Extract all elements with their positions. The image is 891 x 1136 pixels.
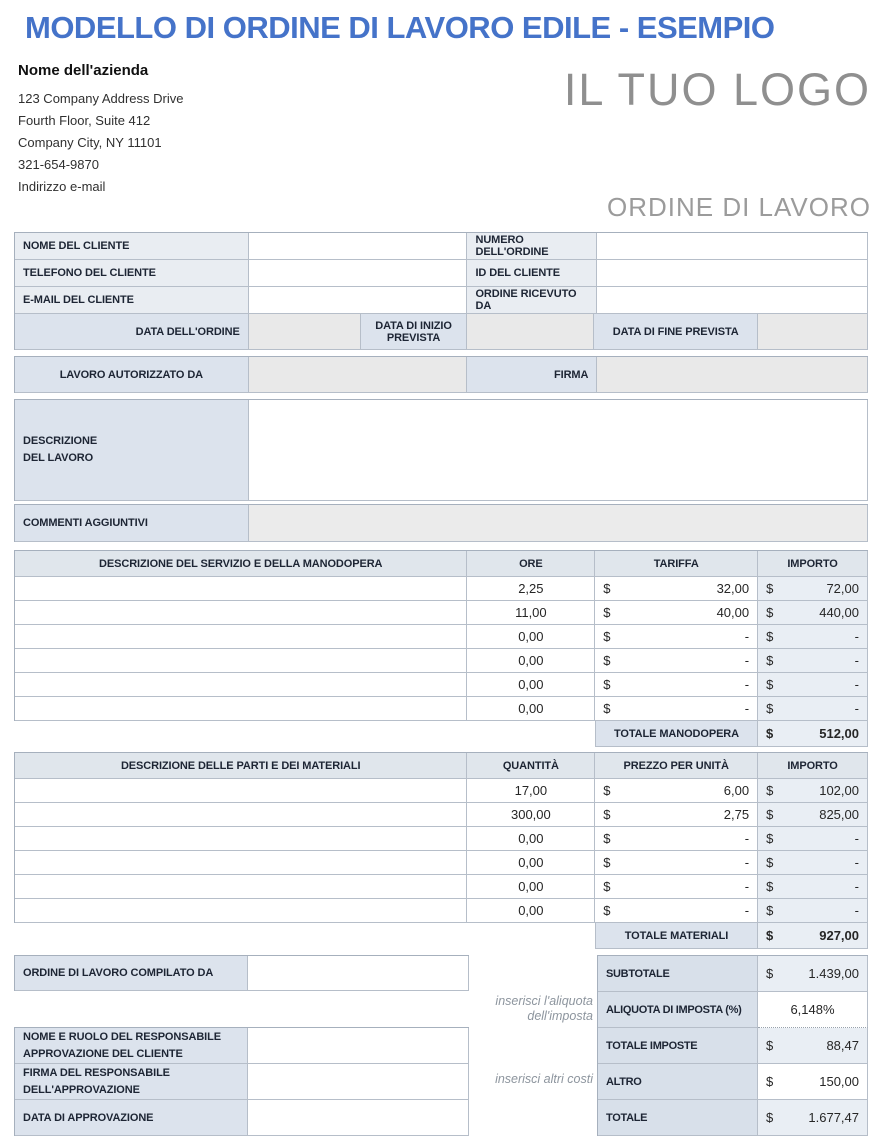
- other-label: ALTRO: [598, 1064, 758, 1100]
- materials-qty-cell[interactable]: 0,00: [467, 851, 595, 875]
- labor-header-row: [15, 551, 868, 577]
- labor-rate-cell[interactable]: [595, 697, 758, 721]
- order-info-row: [15, 287, 868, 314]
- materials-amount-cell: [758, 827, 868, 851]
- currency-symbol: $: [603, 629, 611, 644]
- approval-date-label: DATA DI APPROVAZIONE: [15, 1100, 248, 1136]
- materials-description-cell[interactable]: [15, 899, 467, 923]
- materials-row: [15, 875, 868, 899]
- materials-amount-value: -: [854, 879, 859, 894]
- labor-amount-value: -: [854, 653, 859, 668]
- materials-qty-cell[interactable]: 0,00: [467, 899, 595, 923]
- labor-amount-cell: [758, 577, 868, 601]
- approver-signature-label-line1: FIRMA DEL RESPONSABILE: [23, 1066, 170, 1079]
- client-email-input[interactable]: [249, 287, 468, 314]
- materials-amount-value: -: [854, 855, 859, 870]
- materials-unit-price-value: -: [744, 855, 750, 870]
- currency-symbol: $: [603, 783, 611, 798]
- other-row: [598, 1064, 868, 1100]
- materials-description-cell[interactable]: [15, 851, 467, 875]
- subtotal-label: SUBTOTALE: [598, 956, 758, 992]
- compiled-by-table: [14, 955, 469, 991]
- materials-amount-value: -: [854, 903, 859, 918]
- labor-rate-cell[interactable]: [595, 673, 758, 697]
- client-phone-input[interactable]: [249, 260, 468, 287]
- tax-rate-row: [598, 992, 868, 1028]
- order-number-label: NUMERO DELL'ORDINE: [467, 233, 597, 260]
- materials-description-cell[interactable]: [15, 827, 467, 851]
- labor-amount-cell: [758, 625, 868, 649]
- work-description-label: [15, 400, 249, 501]
- signature-label: FIRMA: [467, 357, 597, 393]
- materials-unit-price-value: -: [744, 903, 750, 918]
- currency-symbol: $: [766, 783, 774, 798]
- labor-row: [15, 697, 868, 721]
- materials-qty-cell[interactable]: 17,00: [467, 779, 595, 803]
- other-cell[interactable]: [758, 1064, 868, 1100]
- labor-table: [14, 550, 868, 747]
- materials-total-cell: [758, 923, 868, 949]
- labor-total-cell: [758, 721, 868, 747]
- company-phone: 321-654-9870: [18, 157, 99, 172]
- tax-rate-note-line1: inserisci l'aliquota: [495, 994, 593, 1008]
- approver-name-row: [15, 1028, 469, 1064]
- page-title: MODELLO DI ORDINE DI LAVORO EDILE - ESEMPIO: [25, 10, 775, 45]
- materials-amount-cell: [758, 803, 868, 827]
- labor-amount-cell: [758, 697, 868, 721]
- tax-total-cell: [758, 1028, 868, 1064]
- labor-rate-value: 32,00: [716, 581, 750, 596]
- labor-hours-cell[interactable]: 2,25: [467, 577, 595, 601]
- labor-row: [15, 577, 868, 601]
- labor-description-cell[interactable]: [15, 673, 467, 697]
- labor-description-cell[interactable]: [15, 625, 467, 649]
- currency-symbol: $: [766, 966, 774, 981]
- labor-hours-header: ORE: [467, 551, 595, 577]
- page-header: [0, 0, 891, 228]
- currency-symbol: $: [603, 855, 611, 870]
- labor-amount-value: -: [854, 677, 859, 692]
- materials-total-value: 927,00: [819, 928, 859, 943]
- materials-amount-cell: [758, 779, 868, 803]
- materials-qty-cell[interactable]: 0,00: [467, 875, 595, 899]
- approver-name-input[interactable]: [248, 1028, 469, 1064]
- labor-rate-value: 40,00: [716, 605, 750, 620]
- materials-qty-cell[interactable]: 0,00: [467, 827, 595, 851]
- client-email-label: E-MAIL DEL CLIENTE: [15, 287, 249, 314]
- currency-symbol: $: [603, 677, 611, 692]
- approver-signature-label: [15, 1064, 248, 1100]
- authorized-by-label: LAVORO AUTORIZZATO DA: [15, 357, 249, 393]
- labor-description-cell[interactable]: [15, 601, 467, 625]
- subtotal-value: 1.439,00: [808, 966, 859, 981]
- tax-rate-note: [495, 994, 593, 1024]
- currency-symbol: $: [766, 1074, 774, 1089]
- materials-row: [15, 827, 868, 851]
- authorized-by-input[interactable]: [249, 357, 468, 393]
- totals-table: [597, 955, 868, 1136]
- tax-rate-cell[interactable]: 6,148%: [758, 992, 868, 1028]
- work-description-table: [14, 399, 868, 501]
- other-value: 150,00: [819, 1074, 859, 1089]
- materials-unit-price-value: 6,00: [723, 783, 750, 798]
- labor-description-cell[interactable]: [15, 697, 467, 721]
- company-address-line3: Company City, NY 11101: [18, 135, 162, 150]
- labor-row: [15, 649, 868, 673]
- currency-symbol: $: [603, 605, 611, 620]
- approval-table: [14, 1027, 469, 1136]
- order-received-by-label: ORDINE RICEVUTO DA: [467, 287, 597, 314]
- work-description-input[interactable]: [249, 400, 868, 501]
- company-address-line1: 123 Company Address Drive: [18, 91, 184, 106]
- labor-rate-cell[interactable]: [595, 601, 758, 625]
- currency-symbol: $: [766, 928, 774, 943]
- company-name: Nome dell'azienda: [18, 62, 149, 79]
- labor-amount-cell: [758, 601, 868, 625]
- currency-symbol: $: [766, 677, 774, 692]
- order-number-input[interactable]: [597, 233, 868, 260]
- order-date-label: DATA DELL'ORDINE: [15, 314, 249, 350]
- labor-description-cell[interactable]: [15, 577, 467, 601]
- order-date-input[interactable]: [249, 314, 361, 350]
- currency-symbol: $: [766, 879, 774, 894]
- currency-symbol: $: [766, 629, 774, 644]
- totals-section: [597, 955, 868, 1136]
- order-info-row: [15, 260, 868, 287]
- currency-symbol: $: [603, 831, 611, 846]
- currency-symbol: $: [766, 1038, 774, 1053]
- currency-symbol: $: [603, 903, 611, 918]
- approval-date-row: [15, 1100, 469, 1136]
- tax-rate-label: ALIQUOTA DI IMPOSTA (%): [598, 992, 758, 1028]
- labor-amount-value: 440,00: [819, 605, 859, 620]
- grand-total-label: TOTALE: [598, 1100, 758, 1136]
- compiled-by-input[interactable]: [248, 956, 469, 991]
- labor-hours-cell[interactable]: 0,00: [467, 697, 595, 721]
- labor-row: [15, 625, 868, 649]
- labor-row: [15, 673, 868, 697]
- comments-label: COMMENTI AGGIUNTIVI: [15, 505, 249, 542]
- labor-total-value: 512,00: [819, 726, 859, 741]
- materials-amount-header: IMPORTO: [758, 753, 868, 779]
- tax-total-label: TOTALE IMPOSTE: [598, 1028, 758, 1064]
- start-date-label: DATA DI INIZIO PREVISTA: [361, 314, 468, 350]
- currency-symbol: $: [603, 879, 611, 894]
- order-received-by-input[interactable]: [597, 287, 868, 314]
- work-description-label-line2: DEL LAVORO: [23, 452, 94, 464]
- labor-amount-header: IMPORTO: [758, 551, 868, 577]
- currency-symbol: $: [766, 807, 774, 822]
- bottom-section: [14, 955, 868, 1136]
- materials-total-spacer: [14, 923, 595, 949]
- approval-section: [14, 955, 469, 1136]
- materials-total-row: [14, 923, 868, 949]
- company-email-label: Indirizzo e-mail: [18, 179, 106, 194]
- approver-name-label-line1: NOME E RUOLO DEL RESPONSABILE: [23, 1030, 221, 1043]
- labor-amount-cell: [758, 673, 868, 697]
- approval-date-input[interactable]: [248, 1100, 469, 1136]
- subtotal-cell: [758, 956, 868, 992]
- labor-rate-value: -: [744, 677, 750, 692]
- order-info-table: [14, 232, 868, 350]
- materials-unit-price-cell[interactable]: [595, 803, 758, 827]
- materials-row: [15, 779, 868, 803]
- approver-name-label-line2: APPROVAZIONE DEL CLIENTE: [23, 1047, 183, 1060]
- authorization-row: [15, 357, 868, 393]
- materials-row: [15, 803, 868, 827]
- labor-hours-cell[interactable]: 0,00: [467, 625, 595, 649]
- materials-amount-cell: [758, 875, 868, 899]
- labor-hours-cell[interactable]: 11,00: [467, 601, 595, 625]
- materials-qty-header: QUANTITÀ: [467, 753, 595, 779]
- end-date-label: DATA DI FINE PREVISTA: [594, 314, 758, 350]
- currency-symbol: $: [766, 581, 774, 596]
- currency-symbol: $: [603, 653, 611, 668]
- labor-row: [15, 601, 868, 625]
- currency-symbol: $: [766, 653, 774, 668]
- currency-symbol: $: [766, 831, 774, 846]
- labor-total-row: [14, 721, 868, 747]
- materials-unit-price-cell[interactable]: [595, 827, 758, 851]
- materials-amount-value: 825,00: [819, 807, 859, 822]
- labor-rate-cell[interactable]: [595, 577, 758, 601]
- order-dates-row: [15, 314, 868, 350]
- materials-unit-price-value: -: [744, 879, 750, 894]
- currency-symbol: $: [766, 605, 774, 620]
- grand-total-row: [598, 1100, 868, 1136]
- labor-rate-value: -: [744, 629, 750, 644]
- compiled-by-row: [15, 956, 469, 991]
- materials-row: [15, 899, 868, 923]
- labor-total-label: TOTALE MANODOPERA: [595, 721, 758, 747]
- currency-symbol: $: [766, 726, 774, 741]
- materials-unit-price-cell[interactable]: [595, 779, 758, 803]
- currency-symbol: $: [766, 903, 774, 918]
- labor-rate-value: -: [744, 653, 750, 668]
- labor-hours-cell[interactable]: 0,00: [467, 649, 595, 673]
- approver-signature-label-line2: DELL'APPROVAZIONE: [23, 1083, 140, 1096]
- form-content: [14, 232, 868, 1136]
- labor-amount-cell: [758, 649, 868, 673]
- labor-total-spacer: [14, 721, 595, 747]
- materials-amount-value: -: [854, 831, 859, 846]
- signature-input[interactable]: [597, 357, 868, 393]
- authorization-table: [14, 356, 868, 393]
- currency-symbol: $: [766, 701, 774, 716]
- company-address-line2: Fourth Floor, Suite 412: [18, 113, 151, 128]
- materials-description-header: DESCRIZIONE DELLE PARTI E DEI MATERIALI: [15, 753, 467, 779]
- client-name-label: NOME DEL CLIENTE: [15, 233, 249, 260]
- labor-amount-value: -: [854, 701, 859, 716]
- materials-amount-cell: [758, 851, 868, 875]
- labor-rate-cell[interactable]: [595, 625, 758, 649]
- materials-amount-cell: [758, 899, 868, 923]
- comments-table: [14, 504, 868, 542]
- labor-description-cell[interactable]: [15, 649, 467, 673]
- labor-amount-value: 72,00: [826, 581, 859, 596]
- materials-row: [15, 851, 868, 875]
- totals-notes: [469, 955, 597, 1135]
- approval-spacer: [14, 991, 469, 1027]
- labor-rate-cell[interactable]: [595, 649, 758, 673]
- materials-unit-price-cell[interactable]: [595, 875, 758, 899]
- materials-unit-price-cell[interactable]: [595, 899, 758, 923]
- subtotal-row: [598, 956, 868, 992]
- approver-signature-input[interactable]: [248, 1064, 469, 1100]
- client-id-label: ID DEL CLIENTE: [467, 260, 597, 287]
- materials-unit-price-value: 2,75: [723, 807, 750, 822]
- labor-rate-value: -: [744, 701, 750, 716]
- labor-rate-header: TARIFFA: [595, 551, 758, 577]
- work-description-label-line1: DESCRIZIONE: [23, 435, 98, 447]
- materials-header-row: [15, 753, 868, 779]
- order-info-row: [15, 233, 868, 260]
- start-date-input[interactable]: [467, 314, 594, 350]
- materials-table: [14, 752, 868, 949]
- document-title: ORDINE DI LAVORO: [606, 192, 871, 222]
- approver-signature-row: [15, 1064, 469, 1100]
- currency-symbol: $: [603, 701, 611, 716]
- materials-total-label: TOTALE MATERIALI: [595, 923, 758, 949]
- client-name-input[interactable]: [249, 233, 468, 260]
- tax-total-row: [598, 1028, 868, 1064]
- work-description-row: [15, 400, 868, 501]
- logo-placeholder: IL TUO LOGO: [563, 64, 871, 115]
- materials-description-cell[interactable]: [15, 779, 467, 803]
- company-info: [18, 62, 183, 198]
- comments-row: [15, 505, 868, 542]
- materials-unit-price-value: -: [744, 831, 750, 846]
- materials-amount-value: 102,00: [819, 783, 859, 798]
- end-date-input[interactable]: [758, 314, 868, 350]
- tax-total-value: 88,47: [826, 1038, 859, 1053]
- client-phone-label: TELEFONO DEL CLIENTE: [15, 260, 249, 287]
- client-id-input[interactable]: [597, 260, 868, 287]
- materials-description-cell[interactable]: [15, 875, 467, 899]
- grand-total-cell: [758, 1100, 868, 1136]
- materials-description-cell[interactable]: [15, 803, 467, 827]
- tax-rate-note-line2: dell'imposta: [527, 1009, 593, 1023]
- currency-symbol: $: [766, 855, 774, 870]
- comments-input[interactable]: [249, 505, 868, 542]
- materials-unit-price-header: PREZZO PER UNITÀ: [595, 753, 758, 779]
- labor-hours-cell[interactable]: 0,00: [467, 673, 595, 697]
- compiled-by-label: ORDINE DI LAVORO COMPILATO DA: [15, 956, 248, 991]
- other-costs-note: inserisci altri costi: [495, 1072, 593, 1086]
- approver-name-label: [15, 1028, 248, 1064]
- currency-symbol: $: [603, 807, 611, 822]
- grand-total-value: 1.677,47: [808, 1110, 859, 1125]
- labor-description-header: DESCRIZIONE DEL SERVIZIO E DELLA MANODOPERA: [15, 551, 467, 577]
- labor-amount-value: -: [854, 629, 859, 644]
- materials-unit-price-cell[interactable]: [595, 851, 758, 875]
- materials-qty-cell[interactable]: 300,00: [467, 803, 595, 827]
- currency-symbol: $: [766, 1110, 774, 1125]
- currency-symbol: $: [603, 581, 611, 596]
